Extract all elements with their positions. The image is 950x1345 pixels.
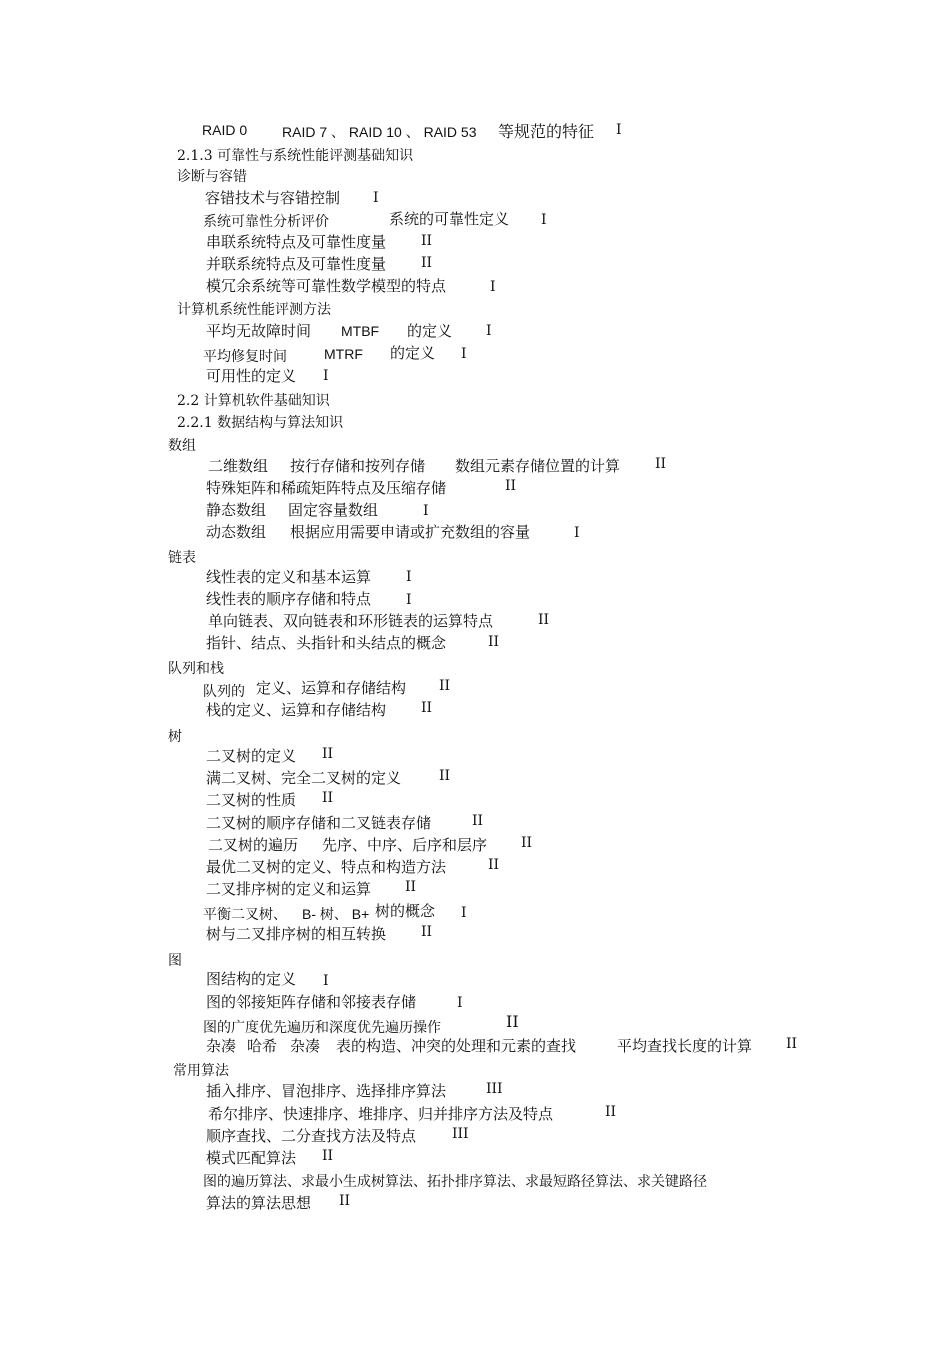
item-text: 树与二叉排序树的相互转换 [206,925,387,943]
item-text: 线性表的定义和基本运算 [206,568,372,586]
list-item [205,187,340,208]
subsection-heading: 计算机系统性能评测方法 [177,302,331,318]
level-mark: II [339,1193,351,1209]
list-item [203,904,287,924]
topic-heading-array: 数组 [168,438,196,454]
item-detail: 数组元素存储位置的计算 [455,457,621,475]
list-item [203,346,287,366]
term-abbrev: MTBF [341,323,380,339]
level-mark: II [439,678,451,694]
item-text: 算法的算法思想 [206,1194,312,1212]
level-mark: III [452,1126,469,1142]
item-text: 队列的 [203,684,245,700]
item-detail: 杂凑 [290,1037,321,1055]
list-item-detail [389,208,509,229]
level-mark: II [439,768,451,784]
item-text: 串联系统特点及可靠性度量 [206,233,387,251]
level-mark: II [605,1104,617,1120]
raid-0-text: RAID 0 [202,122,248,138]
list-item [203,681,245,701]
list-item [206,789,296,810]
section-heading-2-1-3: 2.1.3 可靠性与系统性能评测基础知识 [177,148,414,164]
level-mark: I [323,973,329,989]
item-text: 图的广度优先遍历和深度优先遍历操作 [203,1020,441,1036]
level-mark: II [421,700,433,716]
level-mark: I [406,592,412,608]
list-item [206,923,386,944]
level-mark: I [373,190,379,206]
item-detail: 的定义 [407,322,453,340]
item-detail: 定义、运算和存储结构 [256,679,407,697]
item-text: 容错技术与容错控制 [205,189,341,207]
item-text: 顺序查找、二分查找方法及特点 [206,1127,417,1145]
level-mark [616,122,622,138]
level-mark: II [655,456,667,472]
list-item [208,1103,553,1124]
raid-line [202,122,247,138]
item-text: 可用性的定义 [206,367,297,385]
term-abbrev: B- 树、 B+ [302,906,370,922]
list-item [208,455,268,476]
item-detail: 表的构造、冲突的处理和元素的查找 [336,1037,577,1055]
topic-heading-graph: 图 [168,953,182,969]
level-mark: I [323,368,329,384]
list-item [206,253,386,274]
item-detail: 固定容量数组 [288,501,379,519]
level-mark: II [488,857,500,873]
item-text: 静态数组 [206,501,267,519]
item-detail: 按行存储和按列存储 [290,457,426,475]
item-text: 指针、结点、头指针和头结点的概念 [206,634,447,652]
list-item [206,991,416,1012]
level-mark: II [421,924,433,940]
item-text: 二叉树的顺序存储和二叉链表存储 [206,814,432,832]
list-item [206,968,296,989]
topic-heading-queue-stack: 队列和栈 [168,661,224,677]
item-text: 特殊矩阵和稀疏矩阵特点及压缩存储 [206,479,447,497]
item-detail: 根据应用需要申请或扩充数组的容量 [290,523,531,541]
item-text: 希尔排序、快速排序、堆排序、归并排序方法及特点 [208,1105,554,1123]
level-mark: II [322,790,334,806]
level-mark: II [506,1012,519,1031]
level-mark: II [405,879,417,895]
list-item [208,834,298,855]
list-item [206,745,296,766]
subsection-heading: 诊断与容错 [177,169,247,185]
level-mark: II [488,634,500,650]
list-item [206,477,446,498]
item-text: 单向链表、双向链表和环形链表的运算特点 [208,612,494,630]
item-text: 二叉树的定义 [206,747,297,765]
list-item [206,1147,296,1168]
item-text: 杂凑 [206,1037,237,1055]
list-item [206,1080,446,1101]
list-item [203,1017,441,1037]
item-text: 系统可靠性分析评价 [203,214,329,230]
raid-list [282,122,477,142]
topic-heading-algorithms: 常用算法 [173,1063,229,1079]
level-mark: I [541,212,547,228]
list-item [206,767,401,788]
level-mark: I [461,346,467,362]
level-mark: I [490,279,496,295]
list-item [206,632,446,653]
list-item [206,275,446,296]
list-item [203,1171,707,1191]
item-text: 插入排序、冒泡排序、选择排序算法 [206,1082,447,1100]
list-item [206,566,371,587]
item-text: 二叉树的遍历 [208,836,299,854]
item-detail-text: 系统的可靠性定义 [389,210,510,228]
item-text: 图的邻接矩阵存储和邻接表存储 [206,993,417,1011]
item-detail: 哈希 [247,1037,278,1055]
item-text: 并联系统特点及可靠性度量 [206,255,387,273]
level-mark: II [521,835,533,851]
item-text: 满二叉树、完全二叉树的定义 [206,769,402,787]
list-item [206,365,296,386]
level-mark: I [461,905,467,921]
item-text: 图的遍历算法、求最小生成树算法、拓扑排序算法、求最短路径算法、求关键路径 [203,1174,707,1190]
list-item [206,521,266,542]
list-item [206,320,311,341]
item-detail: 树的概念 [375,902,436,920]
item-text: 栈的定义、运算和存储结构 [206,701,387,719]
topic-heading-linked-list: 链表 [168,550,196,566]
level-mark: I [423,503,429,519]
list-item [206,878,371,899]
level-mark: II [786,1036,798,1052]
item-text: 二叉排序树的定义和运算 [206,880,372,898]
list-item [206,588,371,609]
level-mark: II [421,233,433,249]
list-item [206,856,446,877]
level-mark: III [486,1081,503,1097]
item-text: 图结构的定义 [206,970,297,988]
raid-list-text: RAID 7 、 RAID 10 、 RAID 53 [282,124,477,140]
item-text: 平均修复时间 [203,349,287,365]
item-text: 二叉树的性质 [206,791,297,809]
list-item [206,812,431,833]
list-item [208,610,493,631]
item-text: 最优二叉树的定义、特点和构造方法 [206,858,447,876]
item-text: 平衡二叉树、 [203,907,287,923]
topic-heading-tree: 树 [168,729,182,745]
item-text: 线性表的顺序存储和特点 [206,590,372,608]
level-mark: II [322,1148,334,1164]
section-heading-2-2-1: 2.2.1 数据结构与算法知识 [177,415,344,431]
list-item [206,1035,236,1056]
list-item [206,1192,311,1213]
raid-feature-text: 等规范的特征 [498,122,595,141]
item-text: 模冗余系统等可靠性数学模型的特点 [206,277,447,295]
level-mark: I [457,995,463,1011]
level-mark-text: I [616,122,622,138]
level-mark: II [472,813,484,829]
item-text: 二维数组 [208,457,269,475]
list-item [206,231,386,252]
level-mark: II [421,255,433,271]
item-text: 动态数组 [206,523,267,541]
level-mark: II [322,746,334,762]
list-item [206,1125,416,1146]
item-detail: 的定义 [390,344,436,362]
item-text: 模式匹配算法 [206,1149,297,1167]
list-item [203,211,329,231]
item-detail: 平均查找长度的计算 [617,1037,753,1055]
section-heading-2-2: 2.2 计算机软件基础知识 [177,393,330,409]
raid-feature [498,119,594,142]
term-abbrev: MTRF [324,346,363,362]
level-mark: I [574,525,580,541]
item-detail: 先序、中序、后序和层序 [322,836,488,854]
item-text: 平均无故障时间 [206,322,312,340]
level-mark: II [505,478,517,494]
level-mark: I [406,569,412,585]
level-mark: I [486,323,492,339]
list-item [206,499,266,520]
level-mark: II [538,612,550,628]
list-item [206,699,386,720]
